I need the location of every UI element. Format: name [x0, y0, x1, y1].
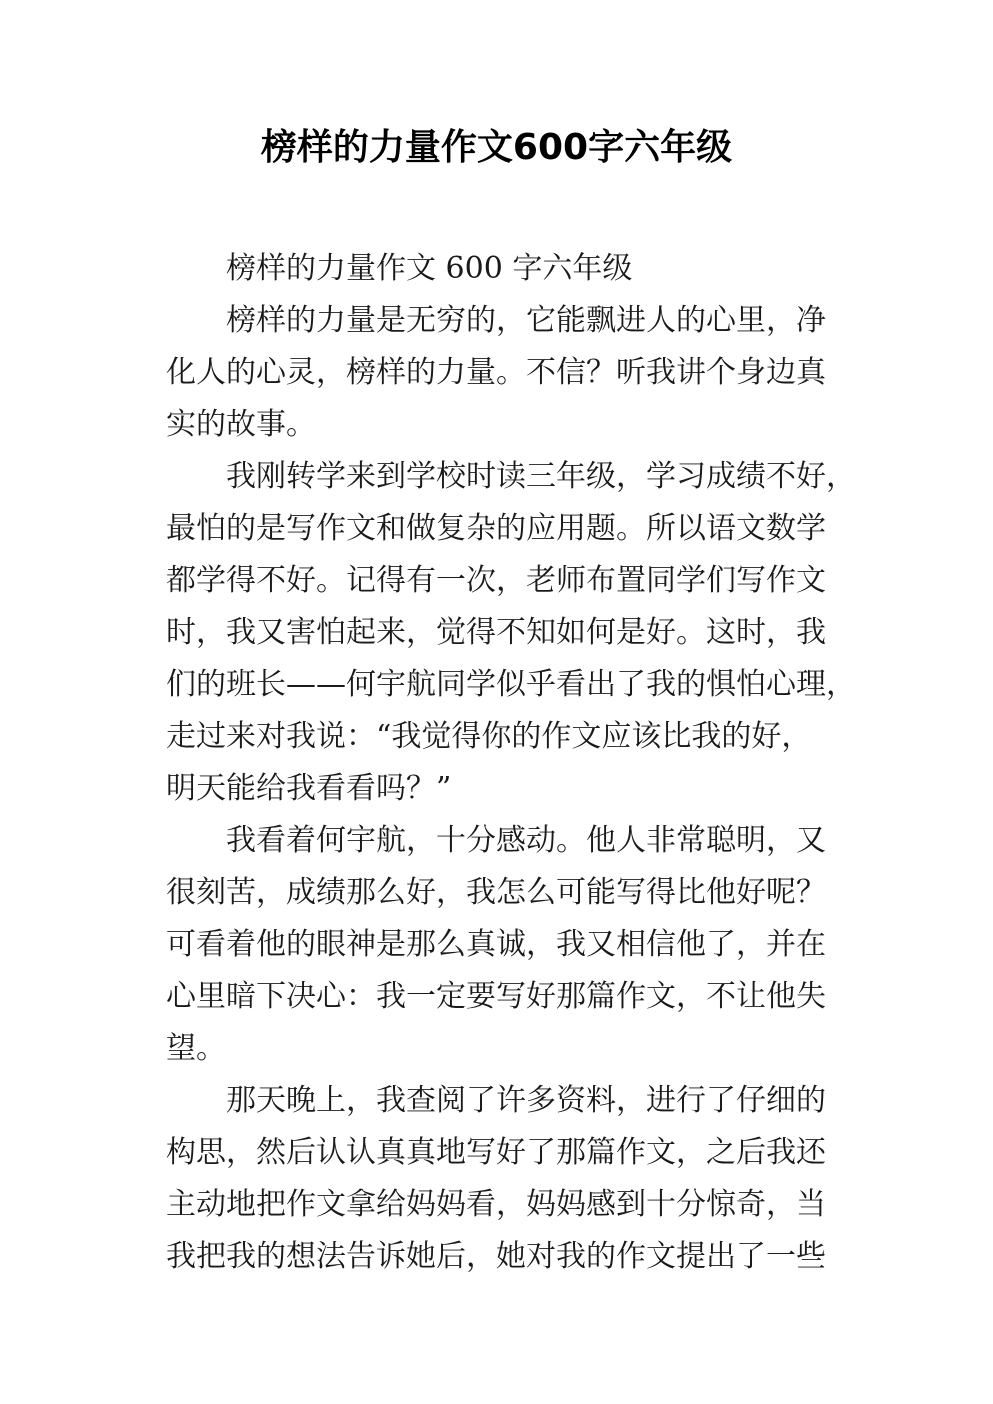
paragraph-line: 我把我的想法告诉她后，她对我的作文提出了一些: [166, 1239, 826, 1274]
document-body: [166, 243, 856, 1283]
paragraph-line: 明天能给我看看吗？”: [166, 771, 452, 806]
paragraph-line: 构思，然后认认真真地写好了那篇作文，之后我还: [166, 1135, 826, 1170]
subtitle-line: 榜样的力量作文 600 字六年级: [226, 251, 633, 286]
paragraph-line: 我看着何宇航，十分感动。他人非常聪明，又: [226, 823, 826, 858]
paragraph-line: 最怕的是写作文和做复杂的应用题。所以语文数学: [166, 511, 826, 546]
paragraph-line: 走过来对我说：“我觉得你的作文应该比我的好，: [166, 719, 812, 754]
paragraph-line: 时，我又害怕起来，觉得不知如何是好。这时，我: [166, 615, 826, 650]
paragraph-line: 望。: [166, 1031, 226, 1066]
paragraph-line: 们的班长——何宇航同学似乎看出了我的惧怕心理，: [166, 667, 856, 702]
paragraph-line: 可看着他的眼神是那么真诚，我又相信他了，并在: [166, 927, 826, 962]
paragraph-line: 主动地把作文拿给妈妈看，妈妈感到十分惊奇，当: [166, 1187, 826, 1222]
paragraph-line: 很刻苦，成绩那么好，我怎么可能写得比他好呢？: [166, 875, 826, 910]
paragraph-line: 榜样的力量是无穷的，它能飘进人的心里，净: [226, 303, 826, 338]
paragraph-line: 化人的心灵，榜样的力量。不信？听我讲个身边真: [166, 355, 826, 390]
paragraph-1: [166, 295, 834, 451]
paragraph-4: [166, 1075, 834, 1283]
paragraph-line: 心里暗下决心：我一定要写好那篇作文，不让他失: [166, 979, 826, 1014]
paragraph-line: 实的故事。: [166, 407, 316, 442]
paragraph-3: [166, 815, 834, 1075]
paragraph-line: 我刚转学来到学校时读三年级，学习成绩不好，: [226, 459, 856, 494]
paragraph-line: 都学得不好。记得有一次，老师布置同学们写作文: [166, 563, 826, 598]
paragraph-2: [166, 451, 856, 815]
paragraph-line: 那天晚上，我查阅了许多资料，进行了仔细的: [226, 1083, 826, 1118]
document-title: 榜样的力量作文600字六年级: [260, 127, 733, 168]
